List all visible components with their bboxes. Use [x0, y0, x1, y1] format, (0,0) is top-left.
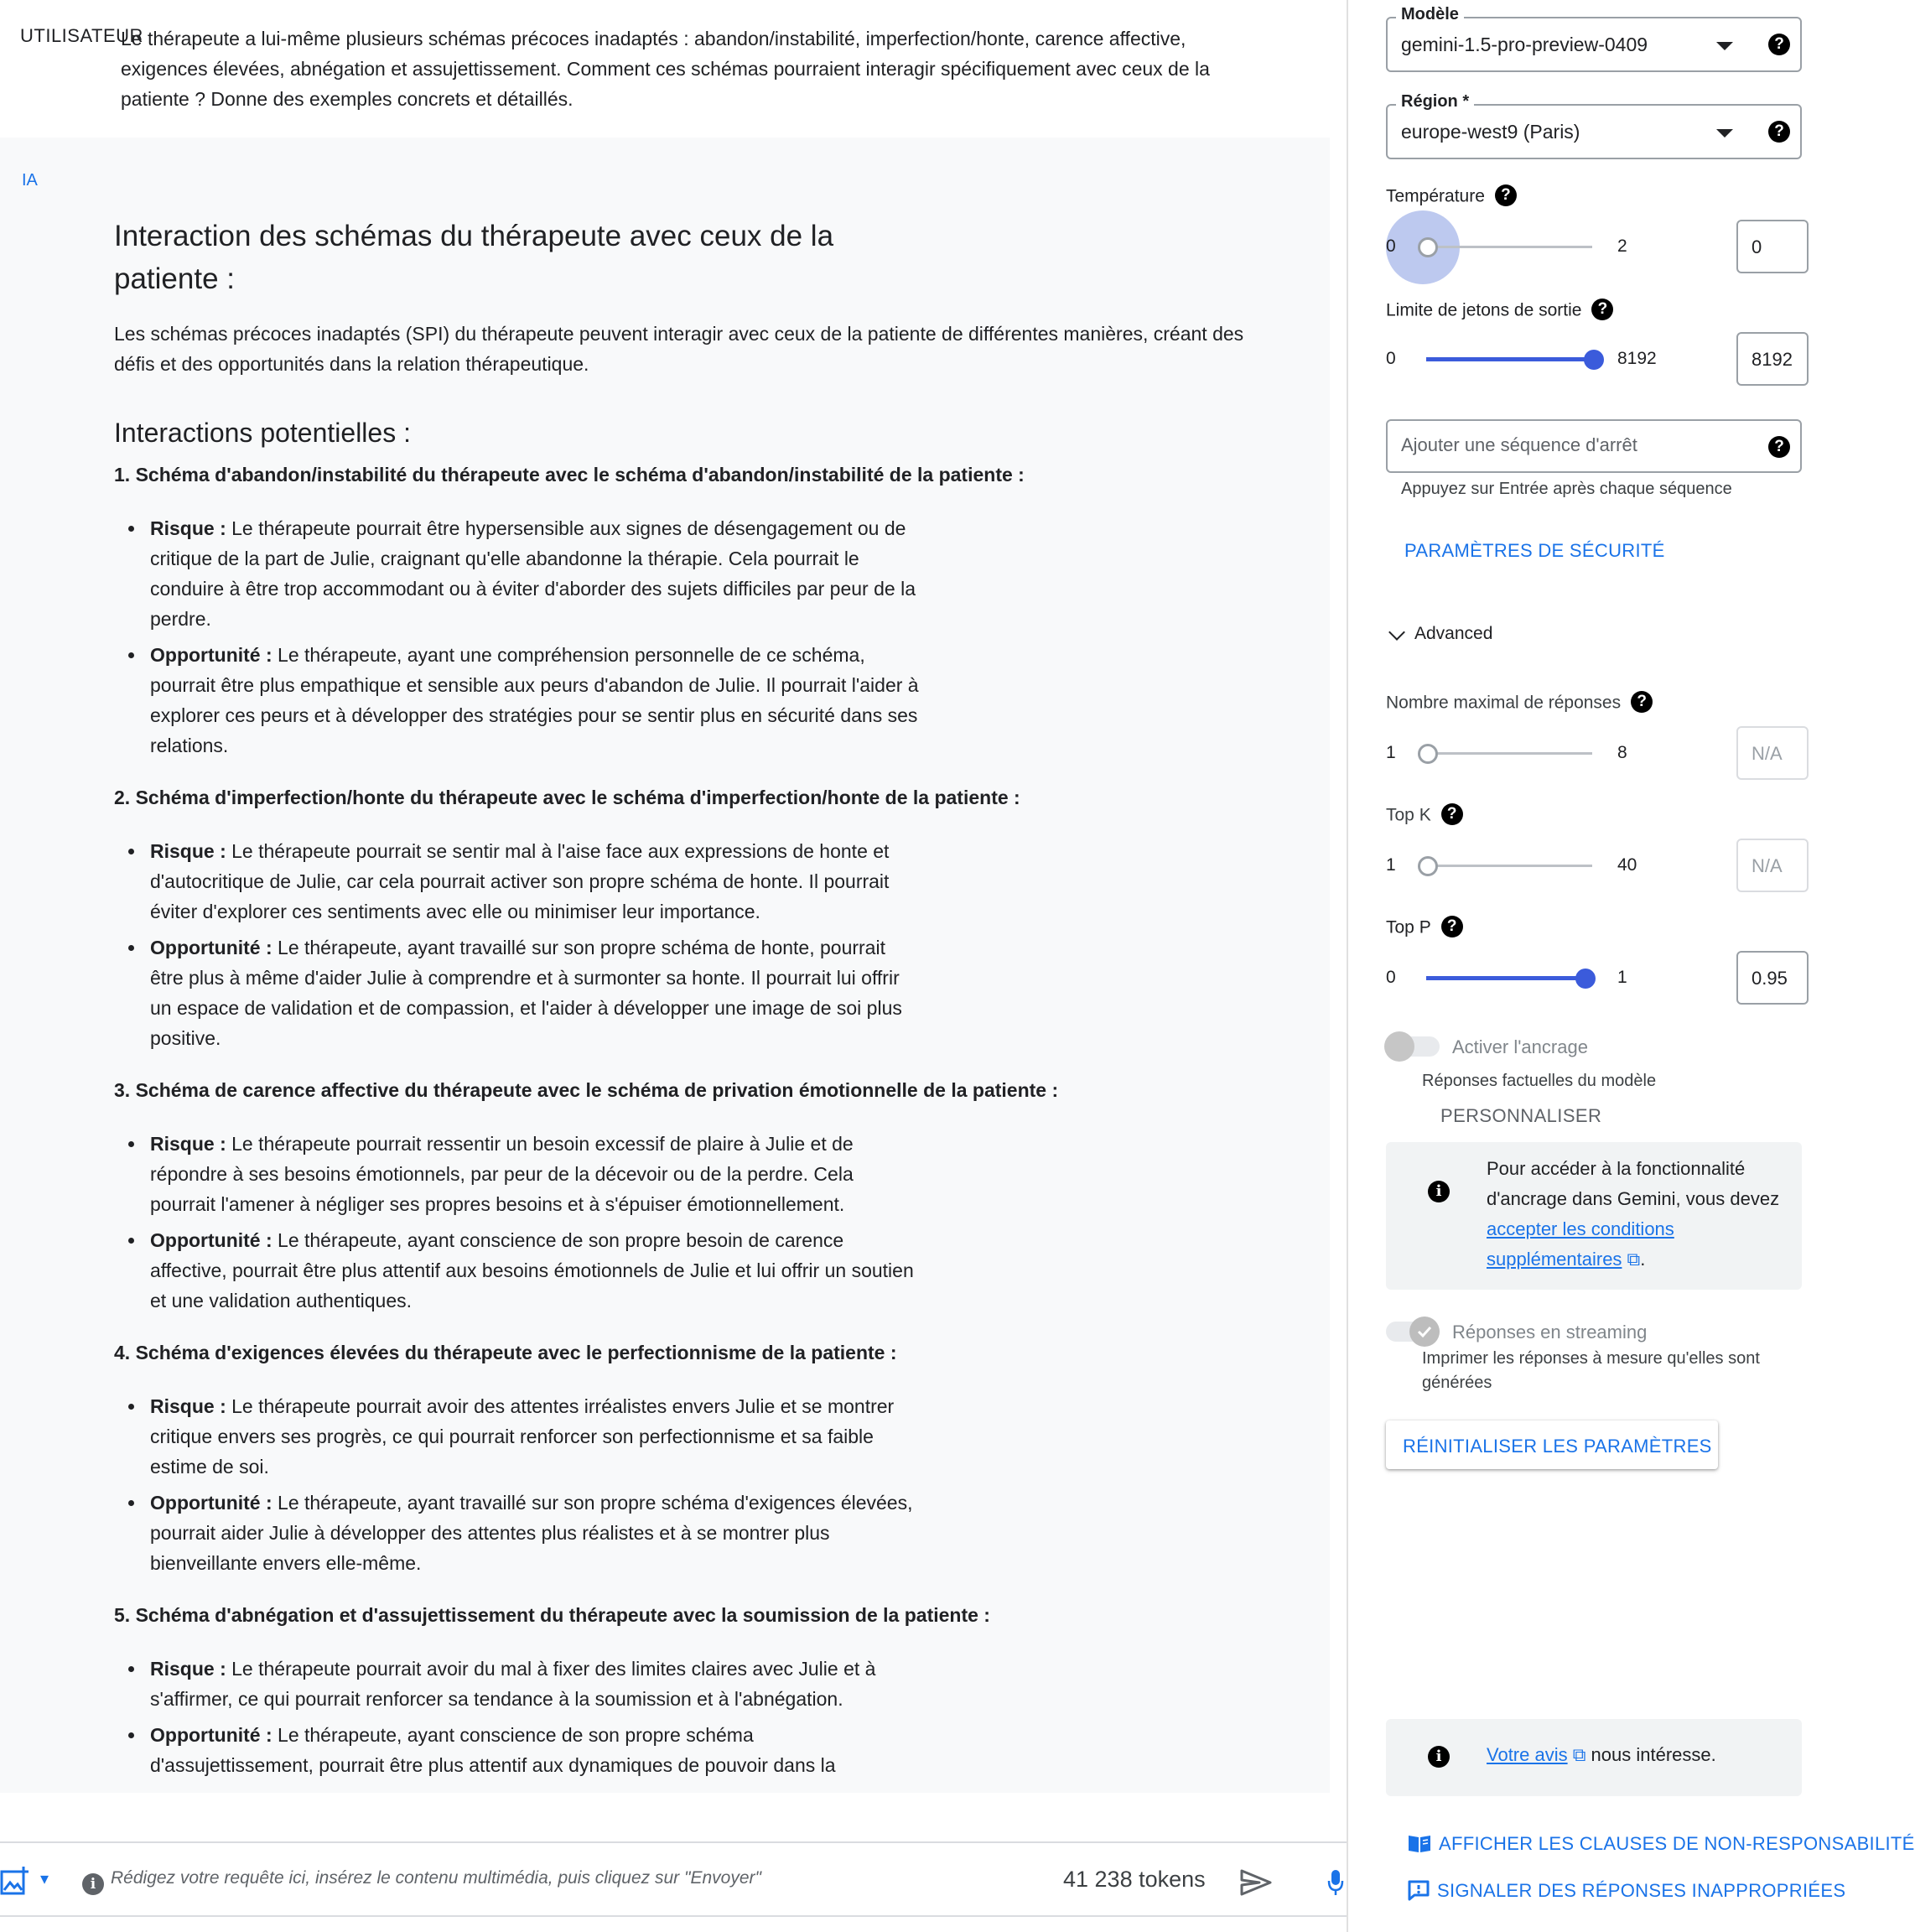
help-icon[interactable]: ?: [1495, 184, 1517, 206]
streaming-label: Réponses en streaming: [1452, 1322, 1648, 1343]
temperature-label: [1386, 186, 1517, 208]
max-tokens-value-input[interactable]: 8192: [1736, 332, 1809, 386]
region-select[interactable]: [1386, 92, 1802, 159]
temperature-label-text: Température: [1386, 186, 1485, 206]
bullet-label: Opportunité :: [150, 1724, 272, 1746]
opportunity-item: [114, 640, 919, 761]
grounding-note-after: .: [1640, 1249, 1646, 1270]
slider-track[interactable]: [1426, 752, 1592, 755]
slider-fill: [1426, 357, 1592, 361]
opportunity-item: [114, 1720, 919, 1780]
advanced-toggle[interactable]: [1386, 624, 1492, 644]
external-link-icon: ⧉: [1567, 1744, 1586, 1765]
reset-settings-button[interactable]: RÉINITIALISER LES PARAMÈTRES: [1386, 1420, 1718, 1469]
top-k-slider[interactable]: [1386, 839, 1802, 892]
bullet-label: Opportunité :: [150, 1492, 272, 1514]
help-icon[interactable]: ?: [1768, 436, 1790, 458]
section-title: 1. Schéma d'abandon/instabilité du thérapeute avec le schéma d'abandon/instabilité de la patiente :: [114, 464, 1025, 486]
bullet-text: Le thérapeute pourrait ressentir un besoin excessif de plaire à Julie et de répondre à ses besoins émotionnels, par peur de la décevoir ou de la perdre. Cela pourrait l'amener à négliger ses propres besoins et à s'épuiser émotionnellement.: [150, 1133, 854, 1215]
schema-section: [114, 1075, 1305, 1316]
slider-track[interactable]: [1426, 246, 1592, 248]
ai-response-content: [114, 215, 1305, 1802]
report-label: SIGNALER DES RÉPONSES INAPPROPRIÉES: [1437, 1880, 1846, 1901]
opportunity-item: [114, 1488, 919, 1578]
slider-max: 2: [1617, 236, 1627, 256]
slider-max: 1: [1617, 968, 1627, 987]
stop-sequence-hint: Appuyez sur Entrée après chaque séquence: [1401, 480, 1732, 498]
top-p-slider[interactable]: [1386, 951, 1802, 1005]
advanced-label: Advanced: [1414, 624, 1493, 643]
stop-sequence-input[interactable]: [1401, 434, 1753, 456]
feedback-after: nous intéresse.: [1585, 1744, 1716, 1765]
top-p-label-text: Top P: [1386, 917, 1431, 937]
slider-max: 40: [1617, 855, 1637, 875]
prompt-bar: [0, 1841, 1347, 1917]
info-icon: i: [1428, 1181, 1450, 1202]
section-title: 2. Schéma d'imperfection/honte du thérapeute avec le schéma d'imperfection/honte de la patiente :: [114, 787, 1020, 808]
schema-section: [114, 782, 1305, 1053]
bullet-label: Risque :: [150, 517, 226, 539]
bullet-text: Le thérapeute pourrait avoir des attentes irréalistes envers Julie et se montrer critique envers ses progrès, ce qui pourrait renforcer son perfectionnisme et sa faible estime de soi.: [150, 1395, 895, 1478]
ai-response-intro: Les schémas précoces inadaptés (SPI) du thérapeute peuvent interagir avec ceux de la patiente de différentes manières, créant des défis et des opportunités dans la relation thérapeutique.: [114, 323, 1244, 375]
grounding-toggle[interactable]: [1386, 1036, 1440, 1057]
report-icon: [1407, 1879, 1430, 1901]
bullet-text: Le thérapeute pourrait avoir du mal à fixer des limites claires avec Julie et à s'affirmer, ce qui pourrait renforcer sa tendance à la soumission et à l'abnégation.: [150, 1658, 876, 1710]
top-k-label: [1386, 805, 1463, 827]
opportunity-item: [114, 1225, 919, 1316]
bullet-text: Le thérapeute pourrait se sentir mal à l'aise face aux expressions de honte et d'autocritique de Julie, car cela pourrait activer son propre schéma de honte. Il pourrait éviter d'explorer ces sentiments avec elle ou minimiser leur importance.: [150, 840, 890, 922]
feedback-text: [1487, 1742, 1788, 1768]
help-icon[interactable]: ?: [1768, 121, 1790, 143]
bullet-label: Opportunité :: [150, 1229, 272, 1251]
ai-response-subtitle: Interactions potentielles :: [114, 418, 411, 448]
feedback-link[interactable]: Votre avis: [1487, 1744, 1568, 1765]
risk-item: [114, 1654, 919, 1714]
slider-thumb[interactable]: [1418, 856, 1438, 876]
report-link[interactable]: [1407, 1880, 1845, 1902]
info-icon: i: [1428, 1746, 1450, 1768]
slider-min: 1: [1386, 855, 1396, 875]
risk-item: [114, 513, 919, 634]
top-p-label: [1386, 917, 1463, 939]
slider-min: 0: [1386, 236, 1396, 256]
disclaimers-link[interactable]: [1407, 1833, 1915, 1855]
feedback-note: [1386, 1719, 1802, 1796]
model-legend: Modèle: [1396, 5, 1464, 24]
model-select[interactable]: [1386, 5, 1802, 72]
max-responses-value-input[interactable]: N/A: [1736, 726, 1809, 780]
max-tokens-label: [1386, 300, 1613, 322]
max-tokens-slider[interactable]: [1386, 332, 1802, 386]
settings-panel: [1347, 0, 1915, 1932]
help-icon[interactable]: ?: [1441, 803, 1463, 825]
region-value: europe-west9 (Paris): [1401, 121, 1580, 143]
slider-thumb[interactable]: [1418, 744, 1438, 764]
grounding-sub: Réponses factuelles du modèle: [1422, 1072, 1657, 1090]
info-icon[interactable]: i: [82, 1873, 104, 1895]
prompt-input[interactable]: [111, 1868, 1016, 1888]
toggle-knob: [1409, 1317, 1440, 1347]
slider-max: 8: [1617, 743, 1627, 762]
insert-media-icon[interactable]: [0, 1865, 29, 1901]
slider-min: 0: [1386, 968, 1396, 987]
accept-terms-link[interactable]: accepter les conditions supplémentaires: [1487, 1218, 1674, 1270]
slider-min: 0: [1386, 349, 1396, 368]
dropdown-caret-icon[interactable]: [1716, 129, 1733, 138]
check-icon: [1409, 1317, 1440, 1347]
slider-max: 8192: [1617, 349, 1657, 368]
grounding-note-text: [1487, 1154, 1788, 1275]
section-title: 3. Schéma de carence affective du thérapeute avec le schéma de privation émotionnelle de la patiente :: [114, 1079, 1059, 1101]
bullet-text: Le thérapeute, ayant conscience de son propre besoin de carence affective, pourrait être plus attentif aux besoins émotionnels de Julie et lui offrir un soutien et une validation authentiques.: [150, 1229, 914, 1311]
help-icon[interactable]: ?: [1631, 691, 1653, 713]
microphone-icon[interactable]: [1328, 1868, 1345, 1901]
help-icon[interactable]: ?: [1768, 34, 1790, 55]
bullet-text: Le thérapeute pourrait être hypersensible aux signes de désengagement ou de critique de la part de Julie, craignant qu'elle abandonne la thérapie. Cela pourrait le conduire à être trop accommodant ou à éviter d'aborder des sujets difficiles par peur de la perdre.: [150, 517, 916, 630]
top-k-value-input[interactable]: N/A: [1736, 839, 1809, 892]
send-icon[interactable]: [1239, 1868, 1273, 1901]
user-message: Le thérapeute a lui-même plusieurs schémas précoces inadaptés : abandon/instabilité, imperfection/honte, carence affective, exigences élevées, abnégation et assujettissement. Comment ces schémas pourraient interagir spécifiquement avec ceux de la patiente ? Donne des exemples concrets et détaillés.: [121, 28, 1210, 110]
user-label: UTILISATEUR: [20, 25, 143, 46]
max-tokens-label-text: Limite de jetons de sortie: [1386, 300, 1582, 320]
slider-fill: [1426, 976, 1584, 980]
max-responses-label: [1386, 693, 1653, 714]
max-responses-slider[interactable]: [1386, 726, 1802, 780]
temperature-slider[interactable]: [1386, 220, 1802, 273]
ai-response: [0, 138, 1330, 1793]
customize-button[interactable]: PERSONNALISER: [1440, 1105, 1602, 1126]
dropdown-caret-icon[interactable]: [1716, 42, 1733, 50]
book-icon: [1407, 1832, 1432, 1854]
safety-settings-link[interactable]: PARAMÈTRES DE SÉCURITÉ: [1404, 540, 1665, 561]
slider-min: 1: [1386, 743, 1396, 762]
opportunity-item: [114, 932, 919, 1053]
schema-section: [114, 1337, 1305, 1578]
risk-item: [114, 1391, 919, 1482]
disclaimers-label: AFFICHER LES CLAUSES DE NON-RESPONSABILITÉ: [1439, 1833, 1915, 1854]
bullet-label: Risque :: [150, 1658, 226, 1680]
bullet-label: Opportunité :: [150, 937, 272, 958]
bullet-label: Opportunité :: [150, 644, 272, 666]
bullet-text: Le thérapeute, ayant travaillé sur son propre schéma d'exigences élevées, pourrait aider Julie à développer des attentes plus réalistes et à se montrer plus bienveillante envers elle-même.: [150, 1492, 913, 1574]
slider-thumb[interactable]: [1418, 237, 1438, 257]
slider-track[interactable]: [1426, 865, 1592, 867]
region-legend: Région *: [1396, 92, 1474, 112]
media-dropdown-icon[interactable]: ▾: [40, 1870, 49, 1888]
grounding-note: [1386, 1142, 1802, 1290]
help-icon[interactable]: ?: [1591, 299, 1613, 320]
slider-thumb[interactable]: [1575, 969, 1596, 989]
streaming-toggle[interactable]: [1386, 1322, 1440, 1342]
schema-section: [114, 460, 1305, 761]
streaming-sub: Imprimer les réponses à mesure qu'elles sont générées: [1422, 1349, 1760, 1392]
chevron-down-icon: [1388, 625, 1405, 641]
slider-thumb[interactable]: [1584, 350, 1604, 370]
bullet-label: Risque :: [150, 840, 226, 862]
toggle-knob: [1384, 1031, 1414, 1062]
bullet-label: Risque :: [150, 1395, 226, 1417]
external-link-icon: ⧉: [1622, 1249, 1641, 1270]
top-p-value-input[interactable]: 0.95: [1736, 951, 1809, 1005]
risk-item: [114, 1129, 919, 1219]
risk-item: [114, 836, 919, 927]
help-icon[interactable]: ?: [1441, 916, 1463, 937]
model-value: gemini-1.5-pro-preview-0409: [1401, 34, 1648, 55]
ai-response-title: Interaction des schémas du thérapeute avec ceux de la patiente :: [114, 220, 834, 295]
bullet-text: Le thérapeute, ayant une compréhension personnelle de ce schéma, pourrait être plus empathique et sensible aux peurs d'abandon de Julie. Il pourrait l'aider à explorer ces peurs et à développer des stratégies pour se sentir plus en sécurité dans ses relations.: [150, 644, 919, 756]
stop-sequence-field[interactable]: [1386, 419, 1802, 473]
bullet-text: Le thérapeute, ayant conscience de son propre schéma d'assujettissement, pourrait être plus attentif aux dynamiques de pouvoir dans la: [150, 1724, 836, 1776]
ai-label: IA: [22, 171, 38, 190]
grounding-note-before: Pour accéder à la fonctionnalité d'ancrage dans Gemini, vous devez: [1487, 1158, 1780, 1209]
section-title: 4. Schéma d'exigences élevées du thérapeute avec le perfectionnisme de la patiente :: [114, 1342, 897, 1363]
section-title: 5. Schéma d'abnégation et d'assujettissement du thérapeute avec la soumission de la patiente :: [114, 1604, 990, 1626]
temperature-value-input[interactable]: 0: [1736, 220, 1809, 273]
top-k-label-text: Top K: [1386, 805, 1431, 825]
max-responses-label-text: Nombre maximal de réponses: [1386, 693, 1622, 713]
schema-section: [114, 1600, 1305, 1780]
token-count: 41 238 tokens: [1063, 1867, 1206, 1892]
bullet-text: Le thérapeute, ayant travaillé sur son propre schéma de honte, pourrait être plus à même d'aider Julie à comprendre et à surmonter sa honte. Il pourrait lui offrir un espace de validation et de compassion, et l'aider à développer une image de soi plus positive.: [150, 937, 902, 1049]
grounding-label: Activer l'ancrage: [1452, 1036, 1588, 1057]
bullet-label: Risque :: [150, 1133, 226, 1155]
